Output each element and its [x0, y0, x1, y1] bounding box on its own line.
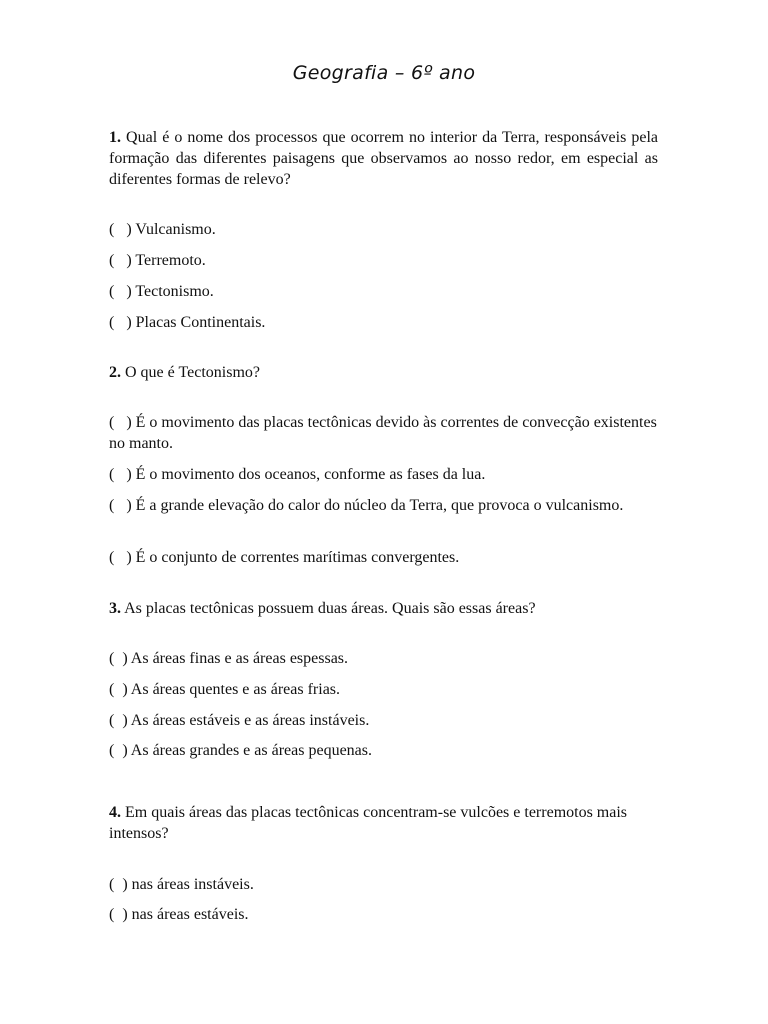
question-2-option-b[interactable] [109, 464, 658, 485]
answer-checkbox[interactable]: ( ) [109, 549, 136, 566]
option-text: As áreas quentes e as áreas frias. [130, 681, 341, 698]
question-2-option-c[interactable] [109, 495, 658, 516]
question-1-option-b[interactable] [109, 250, 658, 271]
answer-checkbox[interactable]: ( ) [109, 466, 136, 483]
option-text: Terremoto. [135, 252, 206, 269]
question-number: 1. [109, 129, 121, 146]
option-text: É o movimento das placas tectônicas devido às correntes de convecção existentes no manto. [109, 414, 657, 452]
question-3-option-b[interactable] [109, 679, 658, 700]
question-number: 3. [109, 600, 121, 617]
answer-checkbox[interactable]: ( ) [109, 650, 131, 667]
question-2-option-a[interactable] [109, 412, 658, 454]
question-number: 2. [109, 364, 121, 381]
option-text: Placas Continentais. [135, 314, 266, 331]
option-text: nas áreas estáveis. [131, 906, 249, 923]
answer-checkbox[interactable]: ( ) [109, 414, 136, 431]
question-number: 4. [109, 804, 121, 821]
option-text: É o conjunto de correntes marítimas convergentes. [135, 549, 460, 566]
question-text: Qual é o nome dos processos que ocorrem no interior da Terra, responsáveis pela formação das diferentes paisagens que observamos ao nosso redor, em especial as diferentes formas de relevo? [109, 129, 659, 188]
answer-checkbox[interactable]: ( ) [109, 742, 131, 759]
question-4-option-b[interactable] [109, 904, 658, 925]
question-4 [109, 802, 658, 844]
question-1-option-c[interactable] [109, 281, 658, 302]
question-1-option-a[interactable] [109, 219, 658, 240]
option-text: As áreas finas e as áreas espessas. [130, 650, 349, 667]
answer-checkbox[interactable]: ( ) [109, 221, 136, 238]
question-1 [109, 127, 658, 190]
question-1-option-d[interactable] [109, 312, 658, 333]
question-2 [109, 362, 658, 383]
question-3-option-c[interactable] [109, 710, 658, 731]
option-text: Vulcanismo. [135, 221, 216, 238]
option-text: Tectonismo. [135, 283, 214, 300]
answer-checkbox[interactable]: ( ) [109, 876, 132, 893]
answer-checkbox[interactable]: ( ) [109, 681, 131, 698]
answer-checkbox[interactable]: ( ) [109, 497, 136, 514]
question-4-option-a[interactable] [109, 874, 658, 895]
answer-checkbox[interactable]: ( ) [109, 314, 136, 331]
option-text: É a grande elevação do calor do núcleo da Terra, que provoca o vulcanismo. [135, 497, 624, 514]
option-text: É o movimento dos oceanos, conforme as fases da lua. [135, 466, 486, 483]
option-text: As áreas grandes e as áreas pequenas. [130, 742, 372, 759]
question-3 [109, 598, 658, 619]
page-title: Geografia – 6º ano [292, 62, 476, 84]
answer-checkbox[interactable]: ( ) [109, 252, 136, 269]
question-text: O que é Tectonismo? [125, 364, 260, 381]
answer-checkbox[interactable]: ( ) [109, 283, 136, 300]
question-text: As placas tectônicas possuem duas áreas. Quais são essas áreas? [124, 600, 536, 617]
question-2-option-d[interactable] [109, 547, 658, 568]
option-text: nas áreas instáveis. [131, 876, 254, 893]
question-3-option-a[interactable] [109, 648, 658, 669]
answer-checkbox[interactable]: ( ) [109, 712, 131, 729]
question-text: Em quais áreas das placas tectônicas concentram-se vulcões e terremotos mais intensos? [109, 804, 628, 842]
question-3-option-d[interactable] [109, 740, 658, 761]
option-text: As áreas estáveis e as áreas instáveis. [130, 712, 370, 729]
answer-checkbox[interactable]: ( ) [109, 906, 132, 923]
